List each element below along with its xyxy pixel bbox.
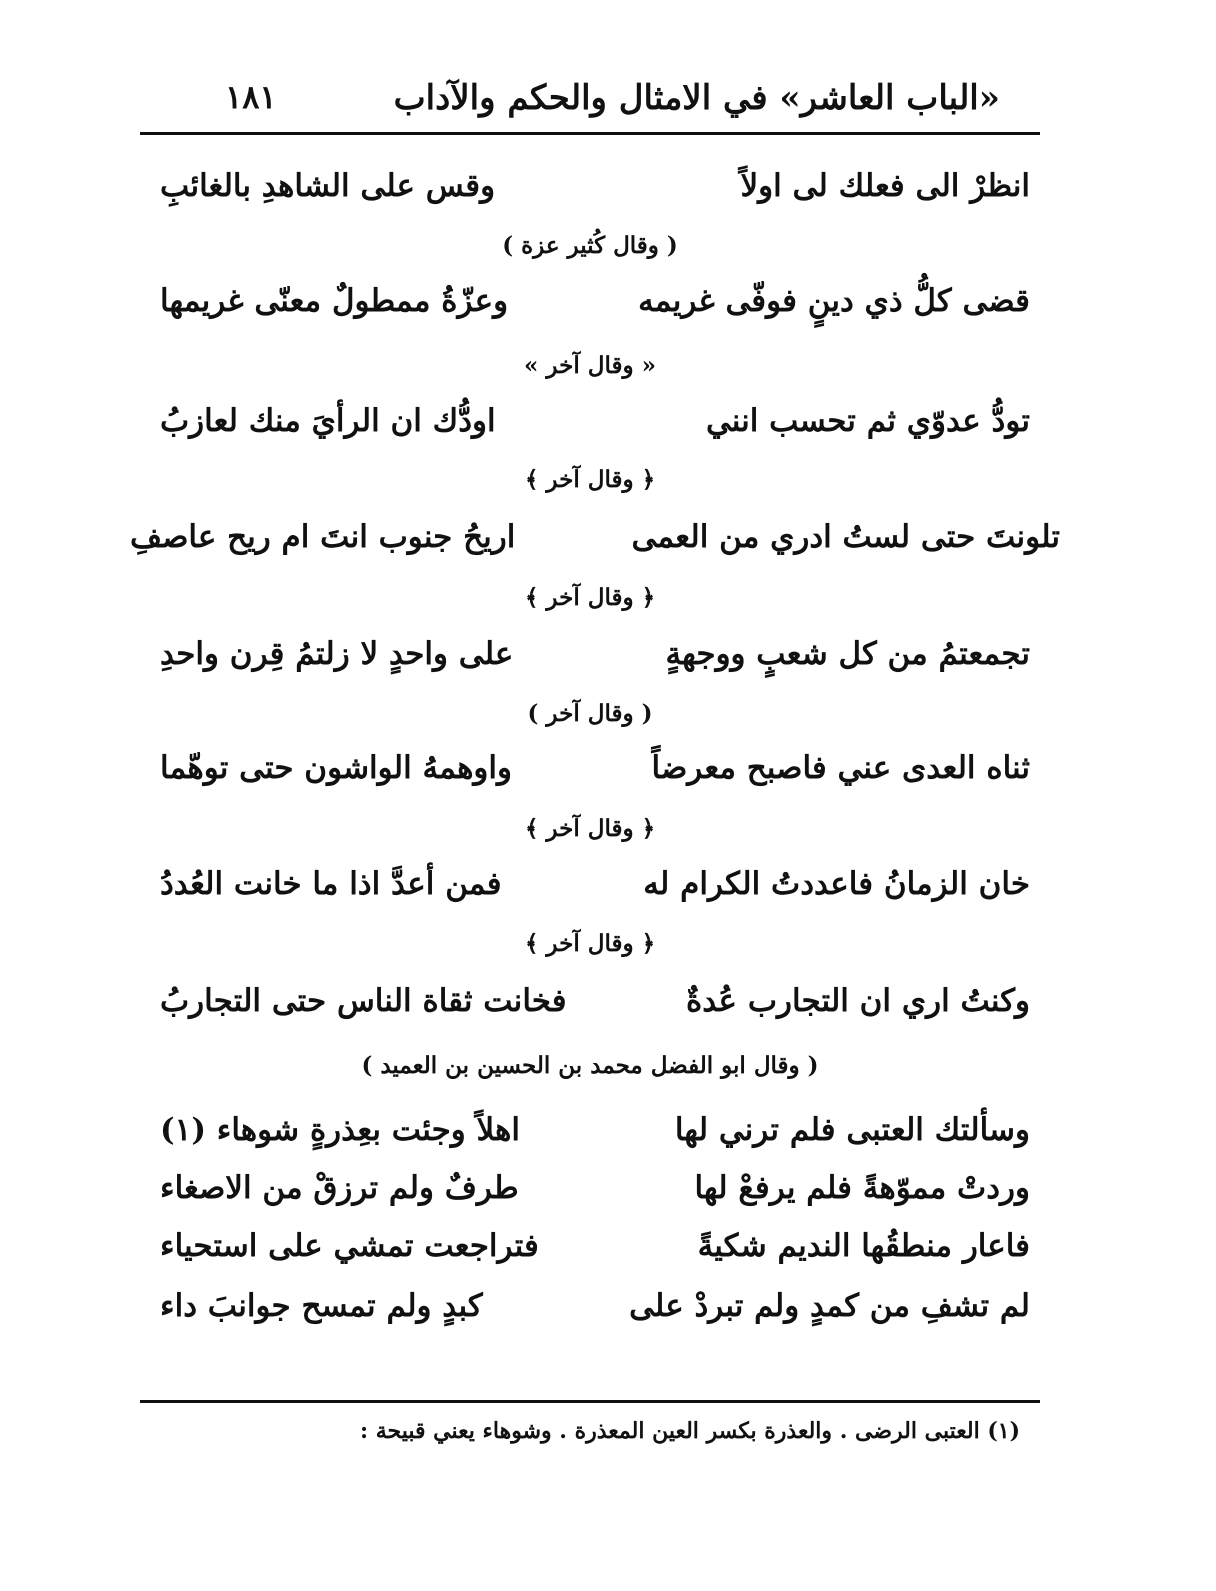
verse-line: [160, 636, 1030, 692]
hemistich-second: اودُّك ان الرأيَ منك لعازبُ: [160, 403, 496, 439]
chapter-title: «الباب العاشر» في الامثال والحكم والآداب: [393, 78, 1000, 118]
hemistich-second: اريحُ جنوب انتَ ام ريح عاصفِ: [130, 519, 516, 555]
verse-line: [160, 168, 1030, 224]
hemistich-second: طرفٌ ولم ترزقْ من الاصغاء: [160, 1170, 519, 1206]
verse-line: [160, 866, 1030, 922]
hemistich-first: انظرْ الى فعلك لى اولاً: [740, 168, 1030, 204]
hemistich-second: فمن أعدَّ اذا ما خانت العُددُ: [160, 866, 502, 902]
verse-line: [160, 983, 1030, 1039]
footnote-rule: [140, 1400, 1040, 1403]
poet-attribution: ( وقال آخر ): [527, 700, 653, 727]
hemistich-second: فتراجعت تمشي على استحياء: [160, 1228, 539, 1264]
hemistich-first: خان الزمانُ فاعددتُ الكرام له: [643, 866, 1030, 902]
poet-attribution: ( وقال ابو الفضل محمد بن الحسين بن العميد ): [361, 1052, 819, 1079]
poet-attribution: ( وقال كُثير عزة ): [502, 232, 678, 259]
hemistich-second: كبدٍ ولم تمسح جوانبَ داء: [160, 1288, 483, 1324]
hemistich-first: تودُّ عدوّي ثم تحسب انني: [705, 403, 1030, 439]
hemistich-second: وقس على الشاهدِ بالغائبِ: [160, 168, 496, 204]
footnote: (١) العتبى الرضى . والعذرة بكسر العين المعذرة . وشوهاء يعني قبيحة :: [359, 1418, 1020, 1444]
hemistich-second: على واحدٍ لا زلتمُ قِرن واحدِ: [160, 636, 514, 672]
verse-line: [160, 283, 1030, 339]
hemistich-first: تلونتَ حتى لستُ ادري من العمى: [631, 519, 1060, 555]
verse-line: [160, 1288, 1030, 1344]
page-number: ١٨١: [225, 78, 277, 116]
hemistich-first: ثناه العدى عني فاصبح معرضاً: [651, 750, 1030, 786]
verse-line: [160, 750, 1030, 806]
verse-line: [160, 403, 1030, 459]
hemistich-first: قضى كلُّ ذي دينٍ فوفّى غريمه: [638, 283, 1030, 319]
poet-attribution: ﴿ وقال آخر ﴾: [524, 466, 656, 493]
poet-attribution: ﴿ وقال آخر ﴾: [524, 815, 656, 842]
hemistich-first: تجمعتمُ من كل شعبٍ ووجهةٍ: [665, 636, 1030, 672]
hemistich-first: لم تشفِ من كمدٍ ولم تبردْ على: [629, 1288, 1030, 1324]
verse-line: [130, 519, 1060, 575]
verse-line: [160, 1170, 1030, 1226]
poet-attribution: « وقال آخر »: [524, 352, 656, 379]
poet-attribution: ﴿ وقال آخر ﴾: [524, 584, 656, 611]
hemistich-first: فاعار منطقُها النديم شكيةً: [697, 1228, 1030, 1264]
hemistich-first: وسألتك العتبى فلم ترني لها: [674, 1112, 1030, 1148]
hemistich-second: واوهمهُ الواشون حتى توهّما: [160, 750, 512, 786]
hemistich-second: فخانت ثقاة الناس حتى التجاربُ: [160, 983, 567, 1019]
verse-line: [160, 1112, 1030, 1168]
verse-line: [160, 1228, 1030, 1284]
hemistich-second: اهلاً وجئت بعِذرةٍ شوهاء (١): [160, 1112, 520, 1148]
hemistich-second: وعزّةُ ممطولٌ معنّى غريمها: [160, 283, 509, 319]
hemistich-first: وردتْ مموّهةً فلم يرفعْ لها: [694, 1170, 1030, 1206]
poet-attribution: ﴿ وقال آخر ﴾: [524, 930, 656, 957]
hemistich-first: وكنتُ اري ان التجارب عُدةٌ: [686, 983, 1030, 1019]
